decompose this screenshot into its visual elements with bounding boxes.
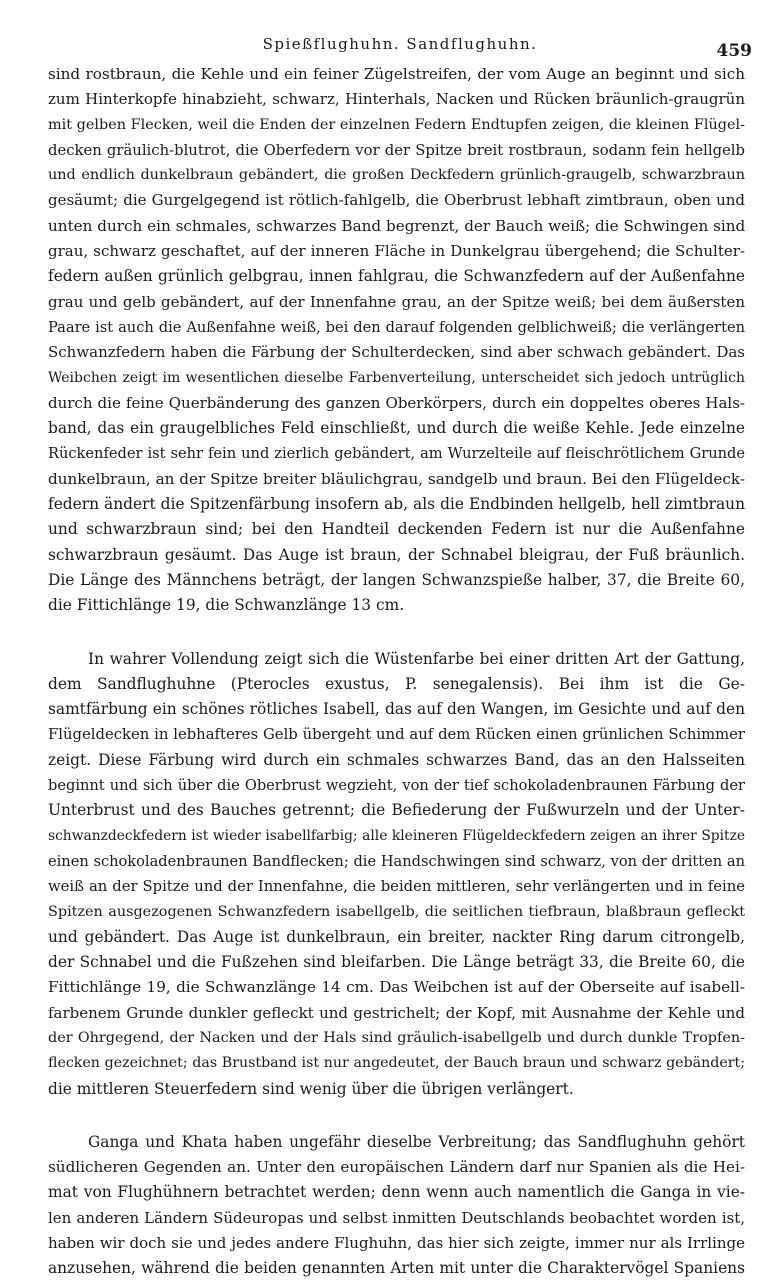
text-line: Flügeldecken in lebhafteres Gelb übergeht und auf dem Rücken einen grünlichen Schimmer — [48, 726, 745, 744]
text-line: mat von Flughühnern betrachtet werden; denn wenn auch namentlich die Ganga in vie- — [48, 1183, 745, 1202]
text-line: zum Hinterkopfe hinabzieht, schwarz, Hinterhals, Nacken und Rücken bräunlich-graugrün — [48, 90, 745, 109]
text-line: Ganga und Khata haben ungefähr dieselbe Verbreitung; das Sandflughuhn gehört — [88, 1132, 745, 1151]
text-line: zeigt. Diese Färbung wird durch ein schmales schwarzes Band, das an den Halsseiten — [48, 750, 745, 769]
text-line: mit gelben Flecken, weil die Enden der einzelnen Federn Endtupfen zeigen, die kleinen Flügel- — [48, 116, 745, 133]
text-line: schwarzbraun gesäumt. Das Auge ist braun, der Schnabel bleigrau, der Fuß bräunlich. — [48, 545, 745, 564]
text-line: dunkelbraun, an der Spitze breiter bläulichgrau, sandgelb und braun. Bei den Flügeldeck- — [48, 469, 745, 488]
text-line: band, das ein graugelbliches Feld einschließt, und durch die weiße Kehle. Jede einzelne — [48, 419, 745, 438]
paragraph-3 — [48, 1130, 745, 1282]
text-line: und gebändert. Das Auge ist dunkelbraun, ein breiter, nackter Ring darum citrongelb, — [48, 927, 745, 946]
text-line: Rückenfeder ist sehr fein und zierlich gebändert, am Wurzelteile auf fleischrötlichem Grunde — [48, 445, 745, 463]
paragraph-1 — [48, 62, 745, 619]
text-line: Spitzen ausgezogenen Schwanzfedern isabellgelb, die seitlichen tiefbraun, blaßbraun gefleckt — [48, 903, 745, 920]
text-line: die Fittichlänge 19, die Schwanzlänge 13 cm. — [48, 596, 405, 615]
text-line: anzusehen, während die beiden genannten Arten mit unter die Charaktervögel Spaniens — [48, 1259, 745, 1278]
text-line: die mittleren Steuerfedern sind wenig über die übrigen verlängert. — [48, 1079, 574, 1098]
text-line: dem Sandflughuhne (Pterocles exustus, P. senegalensis). Bei ihm ist die Ge- — [48, 674, 745, 693]
running-head: Spießflughuhn. Sandflughuhn. — [262, 35, 538, 53]
text-line: flecken gezeichnet; das Brustband ist nur angedeutet, der Bauch braun und schwarz gebändert; — [48, 1055, 745, 1072]
text-line: schwanzdeckfedern ist wieder isabellfarbig; alle kleineren Flügeldeckfedern zeigen an ihrer Spitze — [48, 827, 745, 844]
page-number: 459 — [716, 41, 752, 61]
text-line: und schwarzbraun sind; bei den Handteil deckenden Federn ist nur die Außenfahne — [48, 520, 745, 539]
text-line: durch die feine Querbänderung des ganzen Oberkörpers, durch ein doppeltes oberes Hals- — [48, 393, 745, 412]
text-line: In wahrer Vollendung zeigt sich die Wüstenfarbe bei einer dritten Art der Gattung, — [88, 649, 745, 668]
paragraph-spacer — [48, 619, 745, 647]
text-line: der Schnabel und die Fußzehen sind bleifarben. Die Länge beträgt 33, die Breite 60, die — [48, 953, 745, 972]
text-line: gesäumt; die Gurgelgegend ist rötlich-fahlgelb, die Oberbrust lebhaft zimtbraun, oben und — [48, 191, 745, 210]
text-line: Weibchen zeigt im wesentlichen dieselbe Farbenverteilung, unterscheidet sich jedoch untrüglich — [48, 369, 745, 386]
text-line: haben wir doch sie und jedes andere Flughuhn, das hier sich zeigte, immer nur als Irrlinge — [48, 1234, 745, 1253]
text-line: weiß an der Spitze und der Innenfahne, die beiden mittleren, sehr verlängerten und in feine — [48, 878, 745, 896]
text-line: samtfärbung ein schönes rötliches Isabell, das auf den Wangen, im Gesichte und auf den — [48, 700, 745, 719]
text-line: grau und gelb gebändert, auf der Innenfahne grau, an der Spitze weiß; bei dem äußersten — [48, 292, 745, 311]
text-line: unten durch ein schmales, schwarzes Band begrenzt, der Bauch weiß; die Schwingen sind — [48, 216, 745, 235]
text-line: len anderen Ländern Südeuropas und selbst inmitten Deutschlands beobachtet worden ist, — [48, 1208, 745, 1227]
paragraph-spacer — [48, 1102, 745, 1130]
text-line: Die Länge des Männchens beträgt, der langen Schwanzspieße halber, 37, die Breite 60, — [48, 570, 745, 589]
text-line: Schwanzfedern haben die Färbung der Schulterdecken, sind aber schwach gebändert. Das — [48, 343, 745, 362]
text-line: der Ohrgegend, der Nacken und der Hals sind gräulich-isabellgelb und durch dunkle Tropfen- — [48, 1029, 745, 1046]
text-line: Unterbrust und des Bauches getrennt; die Befiederung der Fußwurzeln und der Unter- — [48, 801, 745, 820]
text-line: decken gräulich-blutrot, die Oberfedern vor der Spitze breit rostbraun, sodann fein hellgelb — [48, 141, 745, 159]
text-line: federn ändert die Spitzenfärbung insofern ab, als die Endbinden hellgelb, hell zimtbraun — [48, 495, 745, 514]
text-line: Fittichlänge 19, die Schwanzlänge 14 cm. Das Weibchen ist auf der Oberseite auf isabell- — [48, 978, 745, 997]
text-line: und endlich dunkelbraun gebändert, die großen Deckfedern grünlich-graugelb, schwarzbraun — [48, 167, 745, 184]
paragraph-2 — [48, 647, 745, 1102]
text-line: Paare ist auch die Außenfahne weiß, bei den darauf folgenden gelblichweiß; die verlängerten — [48, 318, 745, 336]
text-line: farbenem Grunde dunkler gefleckt und gestrichelt; der Kopf, mit Ausnahme der Kehle und — [48, 1003, 745, 1022]
text-line: einen schokoladenbraunen Bandflecken; die Handschwingen sind schwarz, von der dritten an — [48, 852, 745, 870]
text-line: grau, schwarz geschaftet, auf der inneren Fläche in Dunkelgrau übergehend; die Schulter- — [48, 242, 745, 261]
text-line: beginnt und sich über die Oberbrust wegzieht, von der tief schokoladenbraunen Färbung der — [48, 777, 745, 795]
text-line: federn außen grünlich gelbgrau, innen fahlgrau, die Schwanzfedern auf der Außenfahne — [48, 267, 745, 286]
page-body — [48, 62, 745, 1282]
text-line: südlicheren Gegenden an. Unter den europäischen Ländern darf nur Spanien als die Hei- — [48, 1158, 745, 1177]
text-line: sind rostbraun, die Kehle und ein feiner Zügelstreifen, der vom Auge an beginnt und sich — [48, 65, 745, 83]
page-header — [48, 35, 752, 59]
